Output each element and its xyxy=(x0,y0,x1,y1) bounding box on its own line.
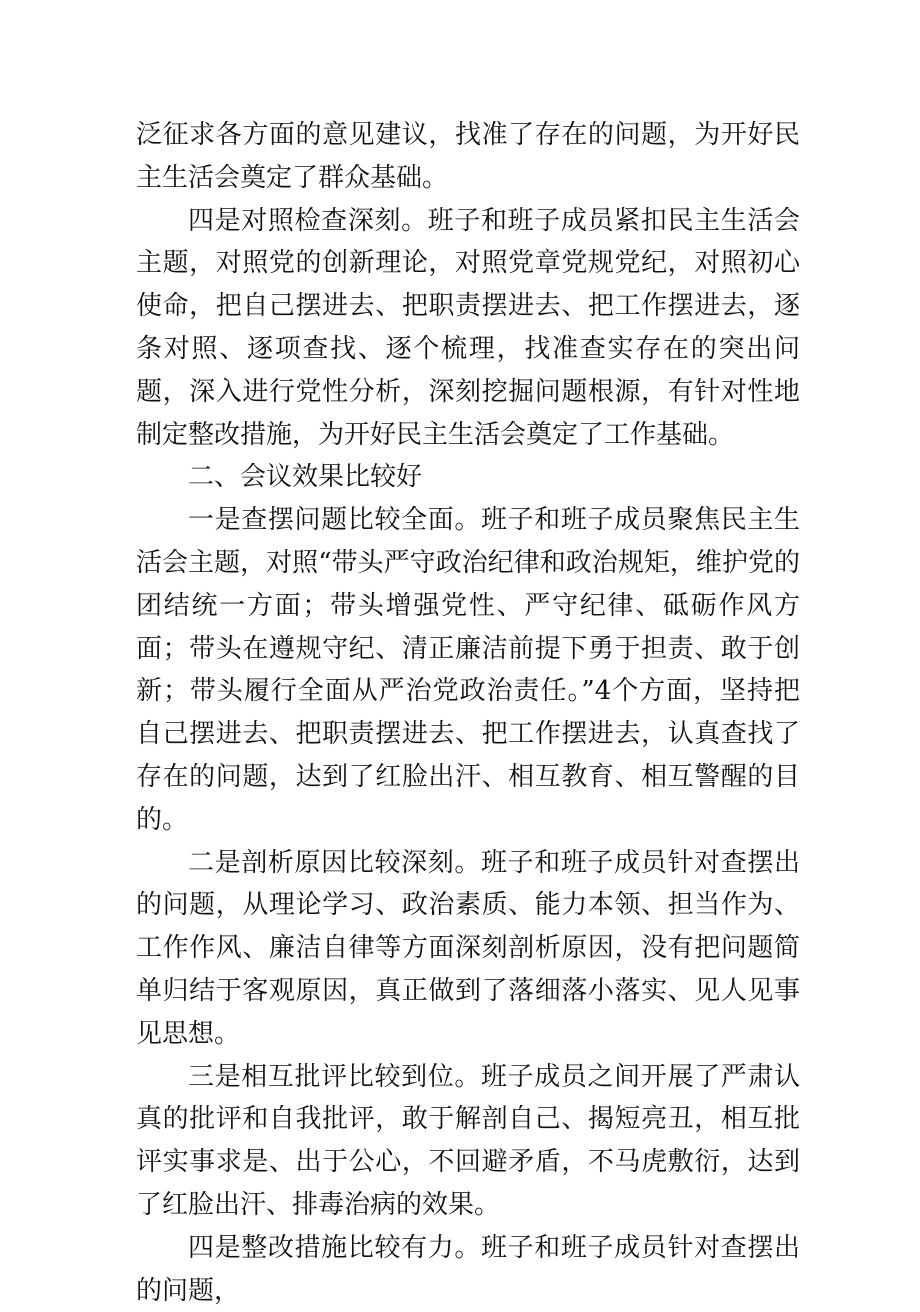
paragraph-item-1-problems: 一是查摆问题比较全面。班子和班子成员聚焦民主生活会主题，对照“带头严守政治纪律和政治规矩，维护党的团结统一方面；带头增强党性、严守纪律、砥砺作风方面；带头在遵规守纪、清正廉洁前提下勇于担责、敢于创新；带头履行全面从严治党政治责任。”4个方面，坚持把自己摆进去、把职责摆进去、把工作摆进去，认真查找了存在的问题，达到了红脸出汗、相互教育、相互警醒的目的。 xyxy=(136,505,800,835)
paragraph-item-2-causes: 二是剖析原因比较深刻。班子和班子成员针对查摆出的问题，从理论学习、政治素质、能力本领、担当作为、工作作风、廉洁自律等方面深刻剖析原因，没有把问题简单归结于客观原因，真正做到了落细落小落实、见人见事见思想。 xyxy=(136,847,800,1049)
paragraph-continuation: 泛征求各方面的意见建议，找准了存在的问题，为开好民主生活会奠定了群众基础。 xyxy=(136,120,800,193)
section-heading-2: 二、会议效果比较好 xyxy=(188,462,423,493)
paragraph-item-4-rectification: 四是整改措施比较有力。班子和班子成员针对查摆出的问题， xyxy=(136,1232,800,1306)
paragraph-item-4-review: 四是对照检查深刻。班子和班子成员紧扣民主生活会主题，对照党的创新理论，对照党章党规党纪，对照初心使命，把自己摆进去、把职责摆进去、把工作摆进去，逐条对照、逐项查找、逐个梳理，找准查实存在的突出问题，深入进行党性分析，深刻挖掘问题根源，有针对性地制定整改措施，为开好民主生活会奠定了工作基础。 xyxy=(136,205,800,450)
paragraph-item-3-criticism: 三是相互批评比较到位。班子成员之间开展了严肃认真的批评和自我批评，敢于解剖自己、揭短亮丑，相互批评实事求是、出于公心，不回避矛盾，不马虎敷衍，达到了红脸出汗、排毒治病的效果。 xyxy=(136,1061,800,1220)
document-body xyxy=(136,114,800,1312)
